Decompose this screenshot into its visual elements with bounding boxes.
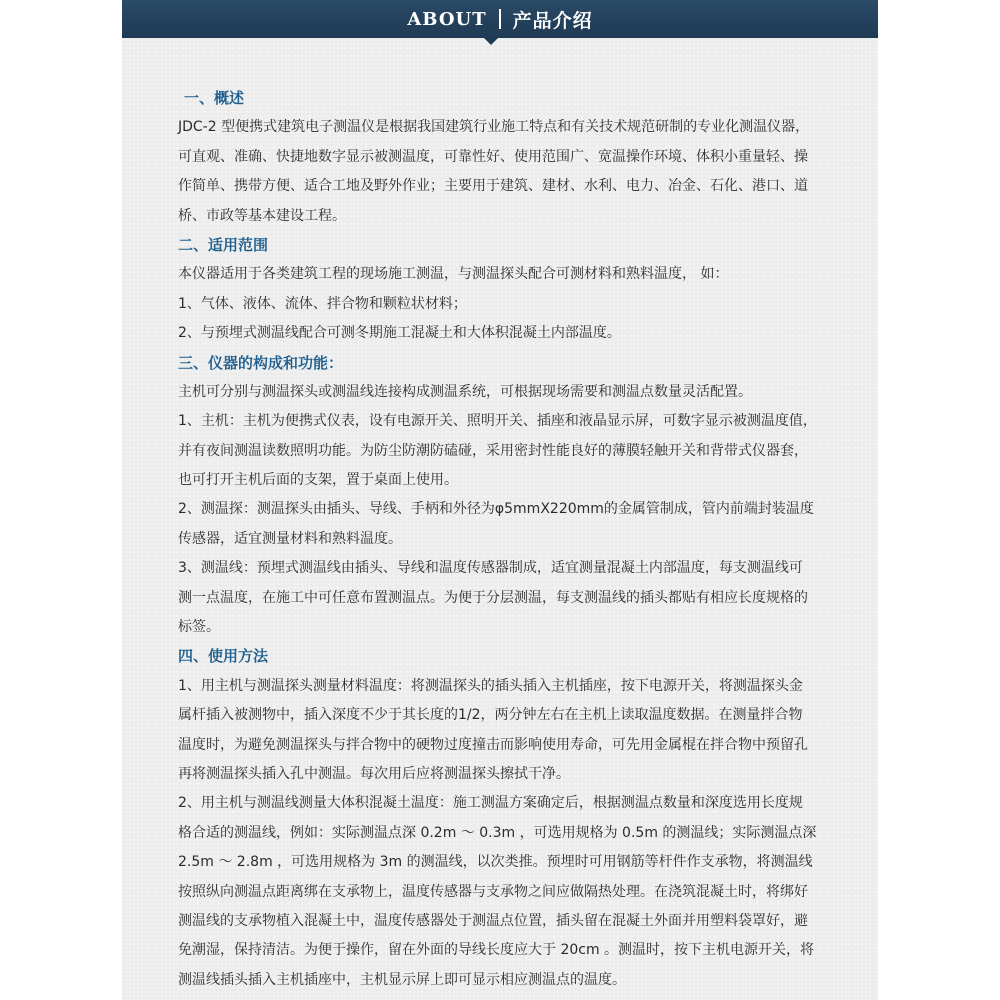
section-heading: 二、适用范围 xyxy=(178,235,269,254)
header-title-en: ABOUT xyxy=(407,8,487,30)
paragraph-line: 按照纵向测温点距离绑在支承物上，温度传感器与支承物之间应做隔热处理。在浇筑混凝土时，将绑好 xyxy=(178,883,808,900)
paragraph-line: 标签。 xyxy=(178,619,220,636)
paragraph-line: JDC-2 型便携式建筑电子测温仪是根据我国建筑行业施工特点和有关技术规范研制的专业化测温仪器， xyxy=(178,119,810,136)
paragraph-line: 1、用主机与测温探头测量材料温度：将测温探头的插头插入主机插座，按下电源开关，将测温探头金 xyxy=(178,677,803,694)
paragraph-line: 桥、市政等基本建设工程。 xyxy=(178,207,346,224)
paragraph-line: 可直观、准确、快捷地数字显示被测温度，可靠性好、使用范围广、宽温操作环境、体积小重量轻、操 xyxy=(178,148,808,165)
paragraph-line: 测温线的支承物植入混凝土中，温度传感器处于测温点位置，插头留在混凝土外面并用塑料袋罩好，避 xyxy=(178,912,808,929)
section-heading: 三、仪器的构成和功能： xyxy=(178,353,344,372)
header-title-cn: 产品介绍 xyxy=(512,9,593,32)
paragraph-line: 2、与预埋式测温线配合可测冬期施工混凝土和大体积混凝土内部温度。 xyxy=(178,325,621,342)
paragraph-line: 测一点温度，在施工中可任意布置测温点。为便于分层测温，每支测温线的插头都贴有相应长度规格的 xyxy=(178,589,808,606)
section-heading: 四、使用方法 xyxy=(178,647,269,666)
paragraph-line: 2、用主机与测温线测量大体积混凝土温度：施工测温方案确定后，根据测温点数量和深度选用长度规 xyxy=(178,795,803,812)
paragraph-line: 传感器，适宜测量材料和熟料温度。 xyxy=(178,530,402,547)
paragraph-line: 本仪器适用于各类建筑工程的现场施工测温，与测温探头配合可测材料和熟料温度， 如： xyxy=(178,266,729,283)
paragraph-line: 免潮湿，保持清洁。为便于操作，留在外面的导线长度应大于 20cm 。测温时，按下主机电源开关，将 xyxy=(178,942,815,959)
paragraph-line: 1、气体、液体、流体、拌合物和颗粒状材料； xyxy=(178,295,467,312)
product-intro-panel xyxy=(122,0,878,1000)
paragraph-line: 主机可分别与测温探头或测温线连接构成测温系统，可根据现场需要和测温点数量灵活配置。 xyxy=(178,383,752,400)
paragraph-line: 再将测温探头插入孔中测温。每次用后应将测温探头擦拭干净。 xyxy=(178,765,570,782)
paragraph-line: 格合适的测温线，例如：实际测温点深 0.2m ～ 0.3m ，可选用规格为 0.5m 的测温线；实际测温点深 xyxy=(178,824,817,841)
paragraph-line: 也可打开主机后面的支架，置于桌面上使用。 xyxy=(178,472,458,489)
header-pointer xyxy=(484,38,498,45)
paragraph-line: 3、测温线：预埋式测温线由插头、导线和温度传感器制成，适宜测量混凝土内部温度，每支测温线可 xyxy=(178,560,803,577)
paragraph-line: 测温线插头插入主机插座中，主机显示屏上即可显示相应测温点的温度。 xyxy=(178,971,626,988)
paragraph-line: 2.5m ～ 2.8m ，可选用规格为 3m 的测温线，以次类推。预埋时可用钢筋等杆件作支承物，将测温线 xyxy=(178,854,813,871)
paragraph-line: 并有夜间测温读数照明功能。为防尘防潮防磕碰，采用密封性能良好的薄膜轻触开关和背带式仪器套， xyxy=(178,442,808,459)
section-header-bar xyxy=(122,0,878,38)
article-body xyxy=(178,84,838,995)
header-divider xyxy=(499,9,501,29)
paragraph-line: 温度时，为避免测温探头与拌合物中的硬物过度撞击而影响使用寿命，可先用金属棍在拌合物中预留孔 xyxy=(178,736,808,753)
paragraph-line: 2、测温探：测温探头由插头、导线、手柄和外径为φ5mmX220mm的金属管制成，管内前端封装温度 xyxy=(178,501,814,518)
section-heading: 一、概述 xyxy=(184,89,245,107)
paragraph-line: 作简单、携带方便、适合工地及野外作业；主要用于建筑、建材、水利、电力、冶金、石化、港口、道 xyxy=(178,178,808,195)
paragraph-line: 1、主机：主机为便携式仪表，设有电源开关、照明开关、插座和液晶显示屏，可数字显示被测温度值， xyxy=(178,413,817,430)
paragraph-line: 属杆插入被测物中，插入深度不少于其长度的1/2，两分钟左右在主机上读取温度数据。在测量拌合物 xyxy=(178,707,803,724)
